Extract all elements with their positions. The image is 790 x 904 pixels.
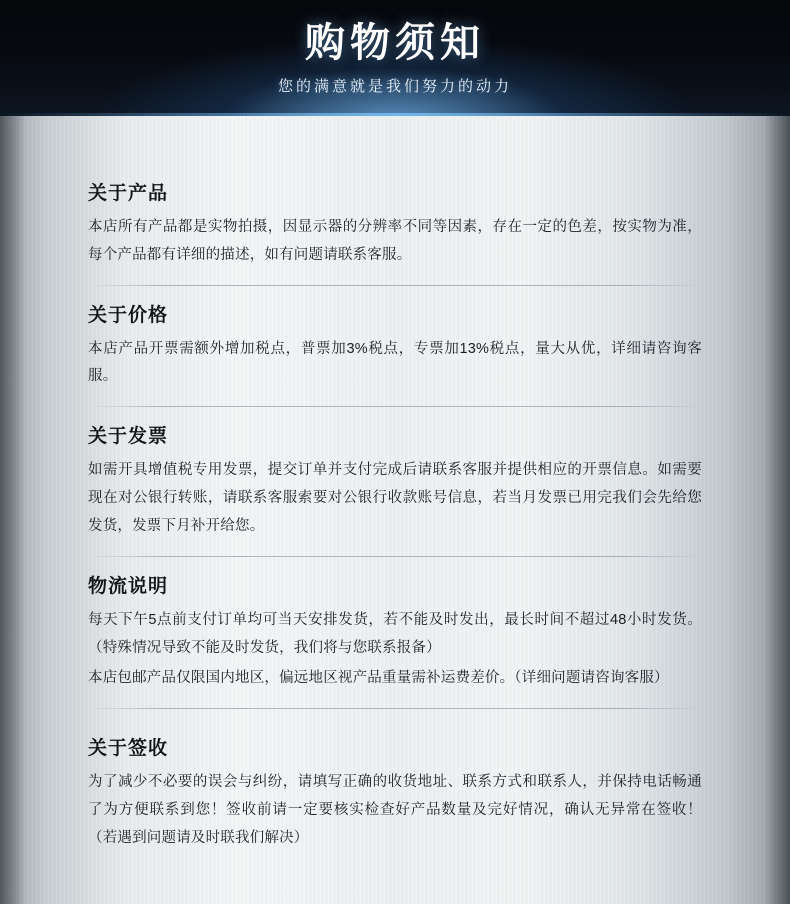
section-paragraph: 为了减少不必要的误会与纠纷，请填写正确的收货地址、联系方式和联系人，并保持电话畅通了为方便联系到您！签收前请一定要核实检查好产品数量及完好情况，确认无异常在签收！（若遇到问题请及时联我们解决） [88,774,702,846]
notice-content [0,116,790,904]
section-title: 关于产品 [88,183,169,204]
section-about-product [88,178,702,286]
page-title: 购物须知 [305,20,485,65]
section-paragraph: 如需开具增值税专用发票，提交订单并支付完成后请联系客服并提供相应的开票信息。如需要现在对公银行转账，请联系客服索要对公银行收款账号信息，若当月发票已用完我们会先给您发货，发票下月补开给您。 [88,462,702,534]
section-paragraph: 每天下午5点前支付订单均可当天安排发货，若不能及时发出，最长时间不超过48小时发货。（特殊情况导致不能及时发货，我们将与您联系报备） [88,611,702,656]
section-paragraph: 本店所有产品都是实物拍摄，因显示器的分辨率不同等因素，存在一定的色差，按实物为准，每个产品都有详细的描述，如有问题请联系客服。 [88,219,702,263]
banner-text-group [0,0,790,116]
section-logistics [88,571,702,709]
section-paragraph: 本店产品开票需额外增加税点，普票加3%税点，专票加13%税点，量大从优，详细请咨询客服。 [88,340,702,385]
section-title: 关于价格 [88,304,169,326]
page-header-banner [0,0,790,116]
section-about-signing [88,733,702,868]
section-title: 关于签收 [88,738,169,760]
section-title: 关于发票 [88,426,169,448]
section-paragraph: 本店包邮产品仅限国内地区，偏远地区视产品重量需补运费差价。（详细问题请咨询客服） [88,670,669,687]
section-title: 物流说明 [88,575,169,597]
page-subtitle: 您的满意就是我们努力的动力 [277,77,512,95]
section-about-price [88,300,702,408]
section-about-invoice [88,421,702,556]
section-spacer [88,723,702,733]
